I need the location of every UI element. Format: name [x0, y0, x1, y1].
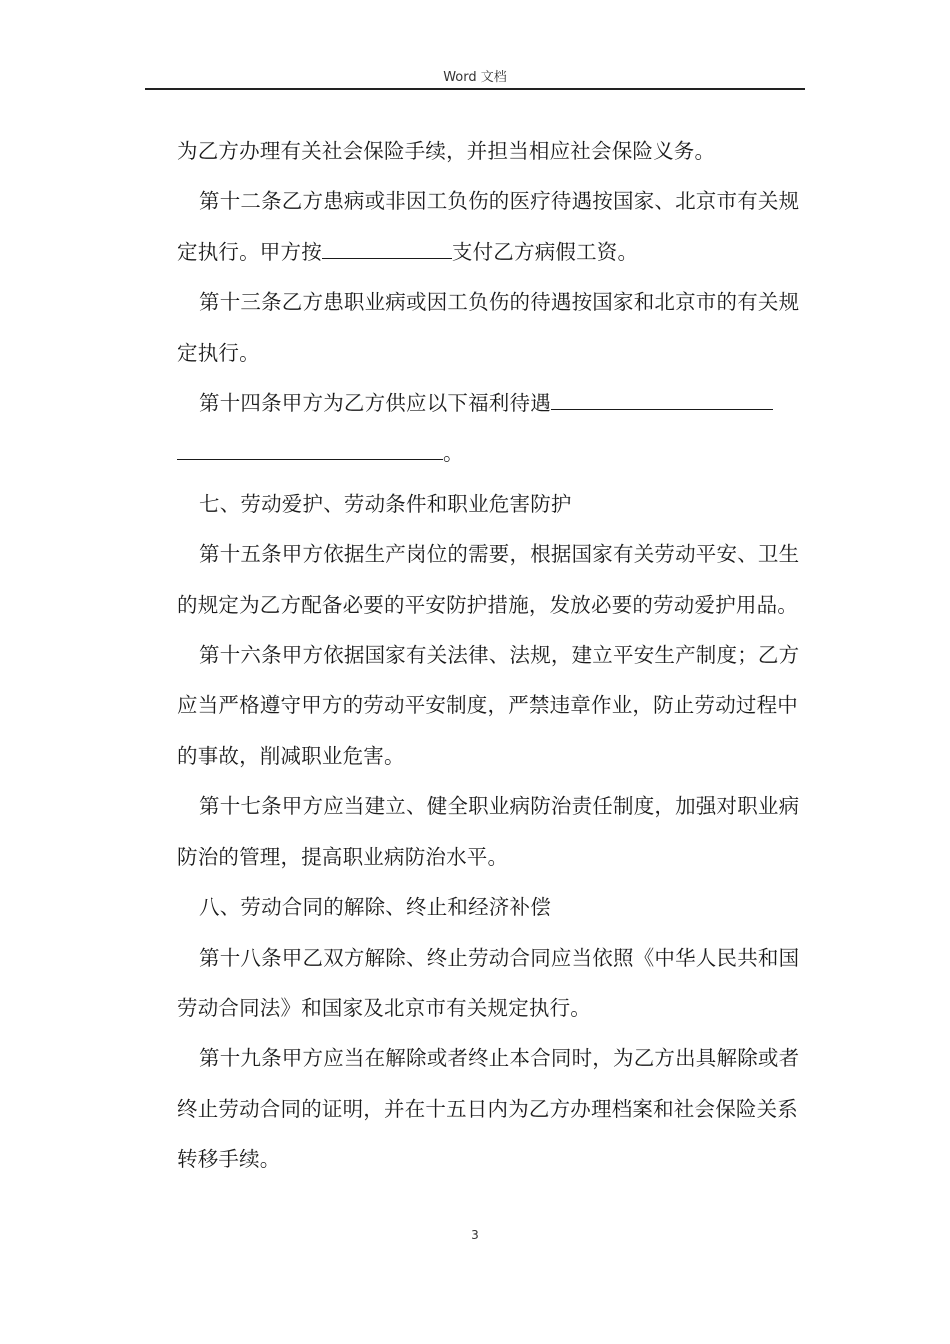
article-14-end: 。 [443, 441, 464, 466]
article-17: 第十七条甲方应当建立、健全职业病防治责任制度，加强对职业病防治的管理，提高职业病防治水平。 [177, 794, 800, 869]
document-body [177, 126, 807, 1185]
fill-blank [551, 389, 773, 410]
article-14-text: 第十四条甲方为乙方供应以下福利待遇 [199, 391, 551, 416]
article-12-text-end: 支付乙方病假工资。 [451, 239, 639, 264]
article-19: 第十九条甲方应当在解除或者终止本合同时，为乙方出具解除或者终止劳动合同的证明，并在十五日内为乙方办理档案和社会保险关系转移手续。 [177, 1046, 800, 1172]
article-18: 第十八条甲乙双方解除、终止劳动合同应当依照《中华人民共和国劳动合同法》和国家及北京市有关规定执行。 [177, 945, 800, 1020]
header-divider [145, 88, 805, 90]
article-12 [177, 176, 807, 277]
fill-blank [322, 238, 452, 259]
fill-blank [177, 439, 443, 460]
page-header: Word 文档 [443, 70, 507, 85]
article-16: 第十六条甲方依据国家有关法律、法规，建立平安生产制度；乙方应当严格遵守甲方的劳动平安制度，严禁违章作业，防止劳动过程中的事故，削减职业危害。 [177, 643, 800, 768]
section-heading-7: 七、劳动爱护、劳动条件和职业危害防护 [199, 491, 572, 516]
article-14 [177, 378, 807, 479]
article-15: 第十五条甲方依据生产岗位的需要，根据国家有关劳动平安、卫生的规定为乙方配备必要的平安防护措施，发放必要的劳动爱护用品。 [177, 542, 800, 617]
article-12-text: 第十二条乙方患病或非因工负伤的医疗待遇按国家、北京市有关规定执行。甲方按 [177, 189, 800, 264]
paragraph: 为乙方办理有关社会保险手续，并担当相应社会保险义务。 [177, 139, 716, 163]
article-13: 第十三条乙方患职业病或因工负伤的待遇按国家和北京市的有关规定执行。 [177, 290, 800, 365]
page-number: 3 [471, 1228, 479, 1242]
section-heading-8: 八、劳动合同的解除、终止和经济补偿 [199, 895, 551, 920]
